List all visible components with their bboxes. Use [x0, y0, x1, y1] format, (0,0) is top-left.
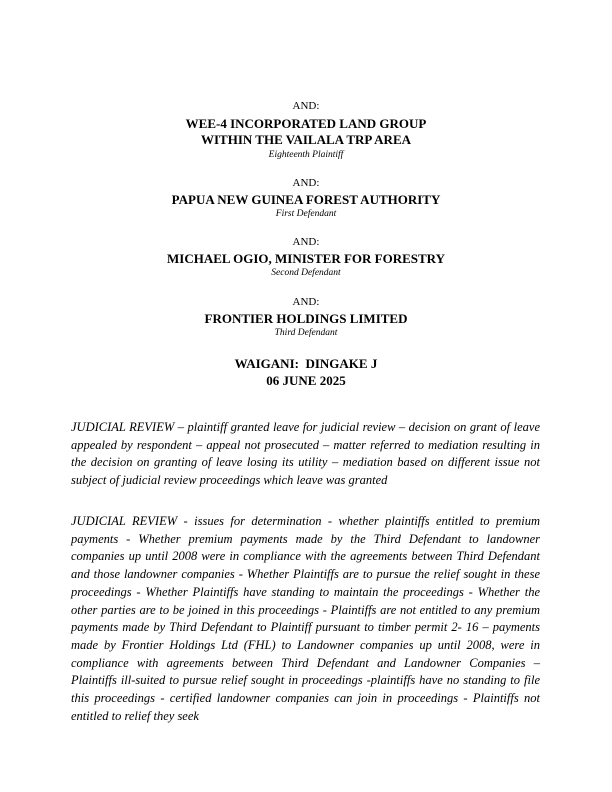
party-connector: AND: — [292, 100, 320, 112]
party-connector: AND: — [292, 236, 320, 248]
court-location-judge: WAIGANI: DINGAKE J — [234, 356, 378, 371]
party-name: PAPUA NEW GUINEA FOREST AUTHORITY — [171, 192, 441, 207]
party-name: WITHIN THE VAILALA TRP AREA — [201, 132, 411, 147]
party-name: WEE-4 INCORPORATED LAND GROUP — [185, 116, 427, 131]
party-name: FRONTIER HOLDINGS LIMITED — [204, 311, 408, 326]
party-role: First Defendant — [275, 209, 337, 219]
catchword-paragraph: JUDICIAL REVIEW – plaintiff granted leave for judicial review – decision on grant of leave appealed by respondent – appeal not prosecuted – matter referred to mediation resulting in the decision on granting of leave losing its utility – mediation based on different issue not subject of judicial review proceedings which leave was granted — [71, 420, 540, 488]
party-connector: AND: — [292, 296, 320, 308]
catchword-paragraph: JUDICIAL REVIEW - issues for determination - whether plaintiffs entitled to premium payments - Whether premium payments made by the Third Defendant to landowner companies up until 2008 were in compliance with the agreements between Third Defendant and those landowner companies - Whether Plaintiffs are to pursue the relief sought in these proceedings - Whether Plaintiffs have standing to maintain the proceedings - Whether the other parties are to be joined in this proceedings - Plaintiffs are not entitled to any premium payments made by Third Defendant to Plaintiff pursuant to timber permit 2- 16 – payments made by Frontier Holdings Ltd (FHL) to Landowner companies up until 2008, were in compliance with agreements between Third Defendant and Landowner Companies – Plaintiffs ill-suited to pursue relief sought in proceedings -plaintiffs have no standing to file this proceedings - certified landowner companies can join in proceedings - Plaintiffs not entitled to relief they seek — [71, 514, 540, 723]
party-role: Eighteenth Plaintiff — [268, 150, 344, 160]
judgment-date: 06 JUNE 2025 — [266, 373, 346, 388]
party-name: MICHAEL OGIO, MINISTER FOR FORESTRY — [167, 251, 445, 266]
party-role: Second Defendant — [271, 268, 341, 278]
party-role: Third Defendant — [274, 328, 338, 338]
party-connector: AND: — [292, 177, 320, 189]
